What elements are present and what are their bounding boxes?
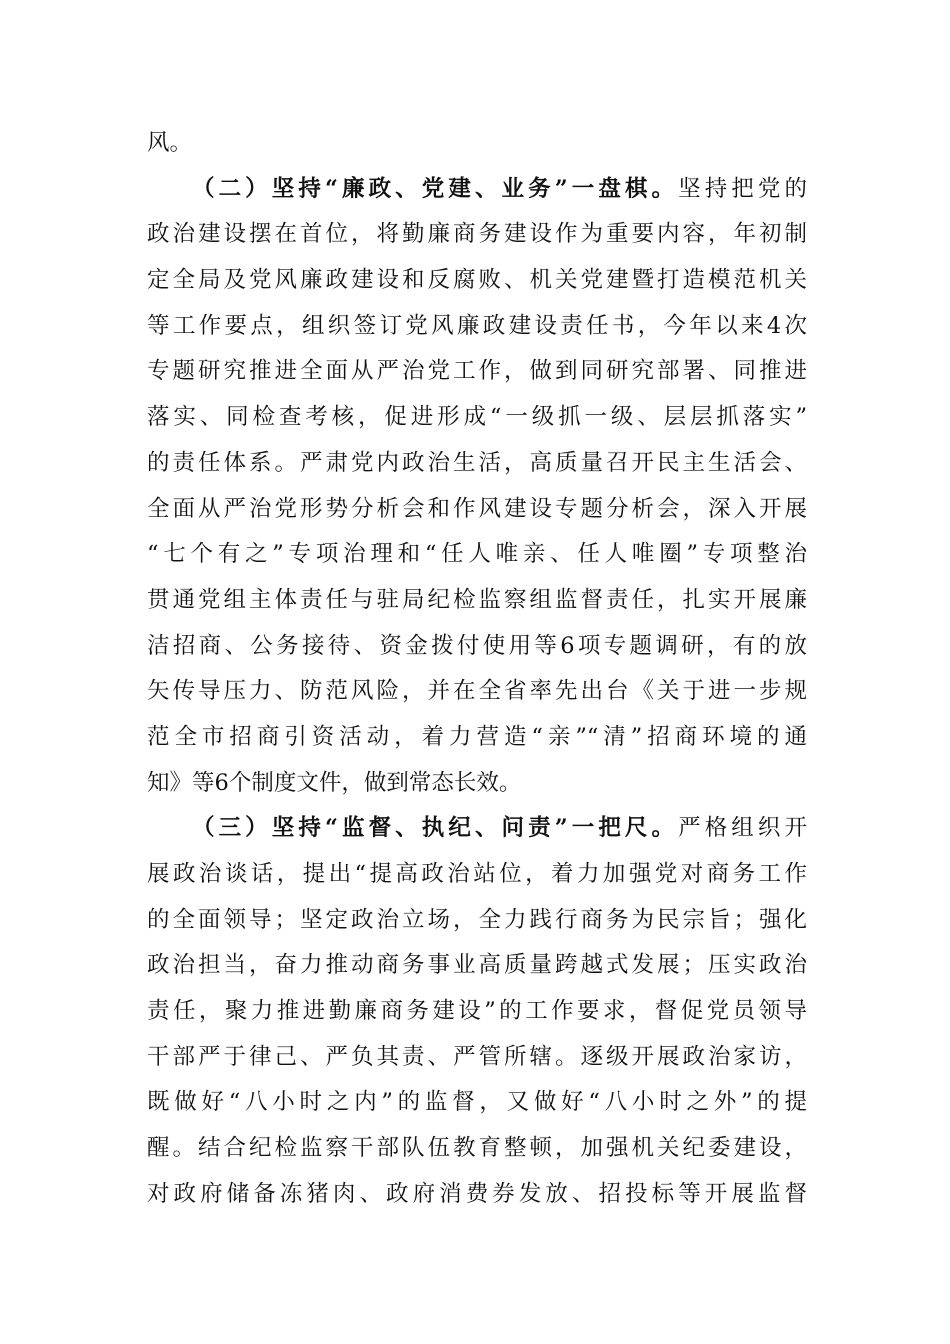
- document-body: [147, 121, 807, 1218]
- text-line: 定全局及党风廉政建设和反腐败、机关党建暨打造模范机关: [147, 267, 807, 294]
- text-line: 的全面领导；坚定政治立场，全力践行商务为民宗旨；强化: [147, 906, 807, 933]
- paragraph-1: [147, 121, 807, 167]
- paragraph-2: [147, 167, 807, 807]
- text-line: 责任，聚力推进勤廉商务建设”的工作要求，督促党员领导: [147, 998, 807, 1025]
- paragraph-heading: （三）坚持“监督、执纪、问责”一把尺。: [192, 815, 679, 842]
- text-line: 展政治谈话，提出“提高政治站位，着力加强党对商务工作: [147, 861, 807, 887]
- text-line: 专题研究推进全面从严治党工作，做到同研究部署、同推进: [147, 358, 807, 385]
- text-line: 既做好“八小时之内”的监督，又做好“八小时之外”的提: [147, 1089, 807, 1116]
- text-line: [147, 167, 807, 213]
- text-line: [147, 806, 807, 852]
- text-line: 风。: [147, 130, 193, 156]
- text-line: 全面从严治党形势分析会和作风建设专题分析会，深入开展: [147, 495, 807, 522]
- text-line: 干部严于律己、严负其责、严管所辖。逐级开展政治家访，: [147, 1043, 807, 1070]
- text-line: 贯通党组主体责任与驻局纪检监察组监督责任，扎实开展廉: [147, 586, 807, 613]
- text-line: 等工作要点，组织签订党风廉政建设责任书，今年以来4次: [147, 312, 807, 339]
- text-run: 严格组织开: [678, 815, 807, 842]
- text-line: 范全市招商引资活动，着力营造“亲”“清”招商环境的通: [147, 723, 807, 750]
- text-line: “七个有之”专项治理和“任人唯亲、任人唯圈”专项整治: [147, 541, 807, 568]
- text-line: 知》等6个制度文件，做到常态长效。: [147, 769, 522, 796]
- text-line: 对政府储备冻猪肉、政府消费券发放、招投标等开展监督: [147, 1180, 807, 1207]
- text-line: 落实、同检查考核，促进形成“一级抓一级、层层抓落实”: [147, 404, 807, 431]
- text-line: 洁招商、公务接待、资金拨付使用等6项专题调研，有的放: [147, 632, 807, 659]
- paragraph-3: [147, 806, 807, 1217]
- text-line: 的责任体系。严肃党内政治生活，高质量召开民主生活会、: [147, 449, 807, 476]
- text-line: 醒。结合纪检监察干部队伍教育整顿，加强机关纪委建设，: [147, 1135, 807, 1162]
- text-line: 政治担当，奋力推动商务事业高质量跨越式发展；压实政治: [147, 952, 807, 979]
- text-line: 政治建设摆在首位，将勤廉商务建设作为重要内容，年初制: [147, 221, 807, 248]
- text-run: 坚持把党的: [678, 175, 807, 202]
- text-line: 矢传导压力、防范风险，并在全省率先出台《关于进一步规: [147, 678, 807, 705]
- paragraph-heading: （二）坚持“廉政、党建、业务”一盘棋。: [192, 175, 679, 202]
